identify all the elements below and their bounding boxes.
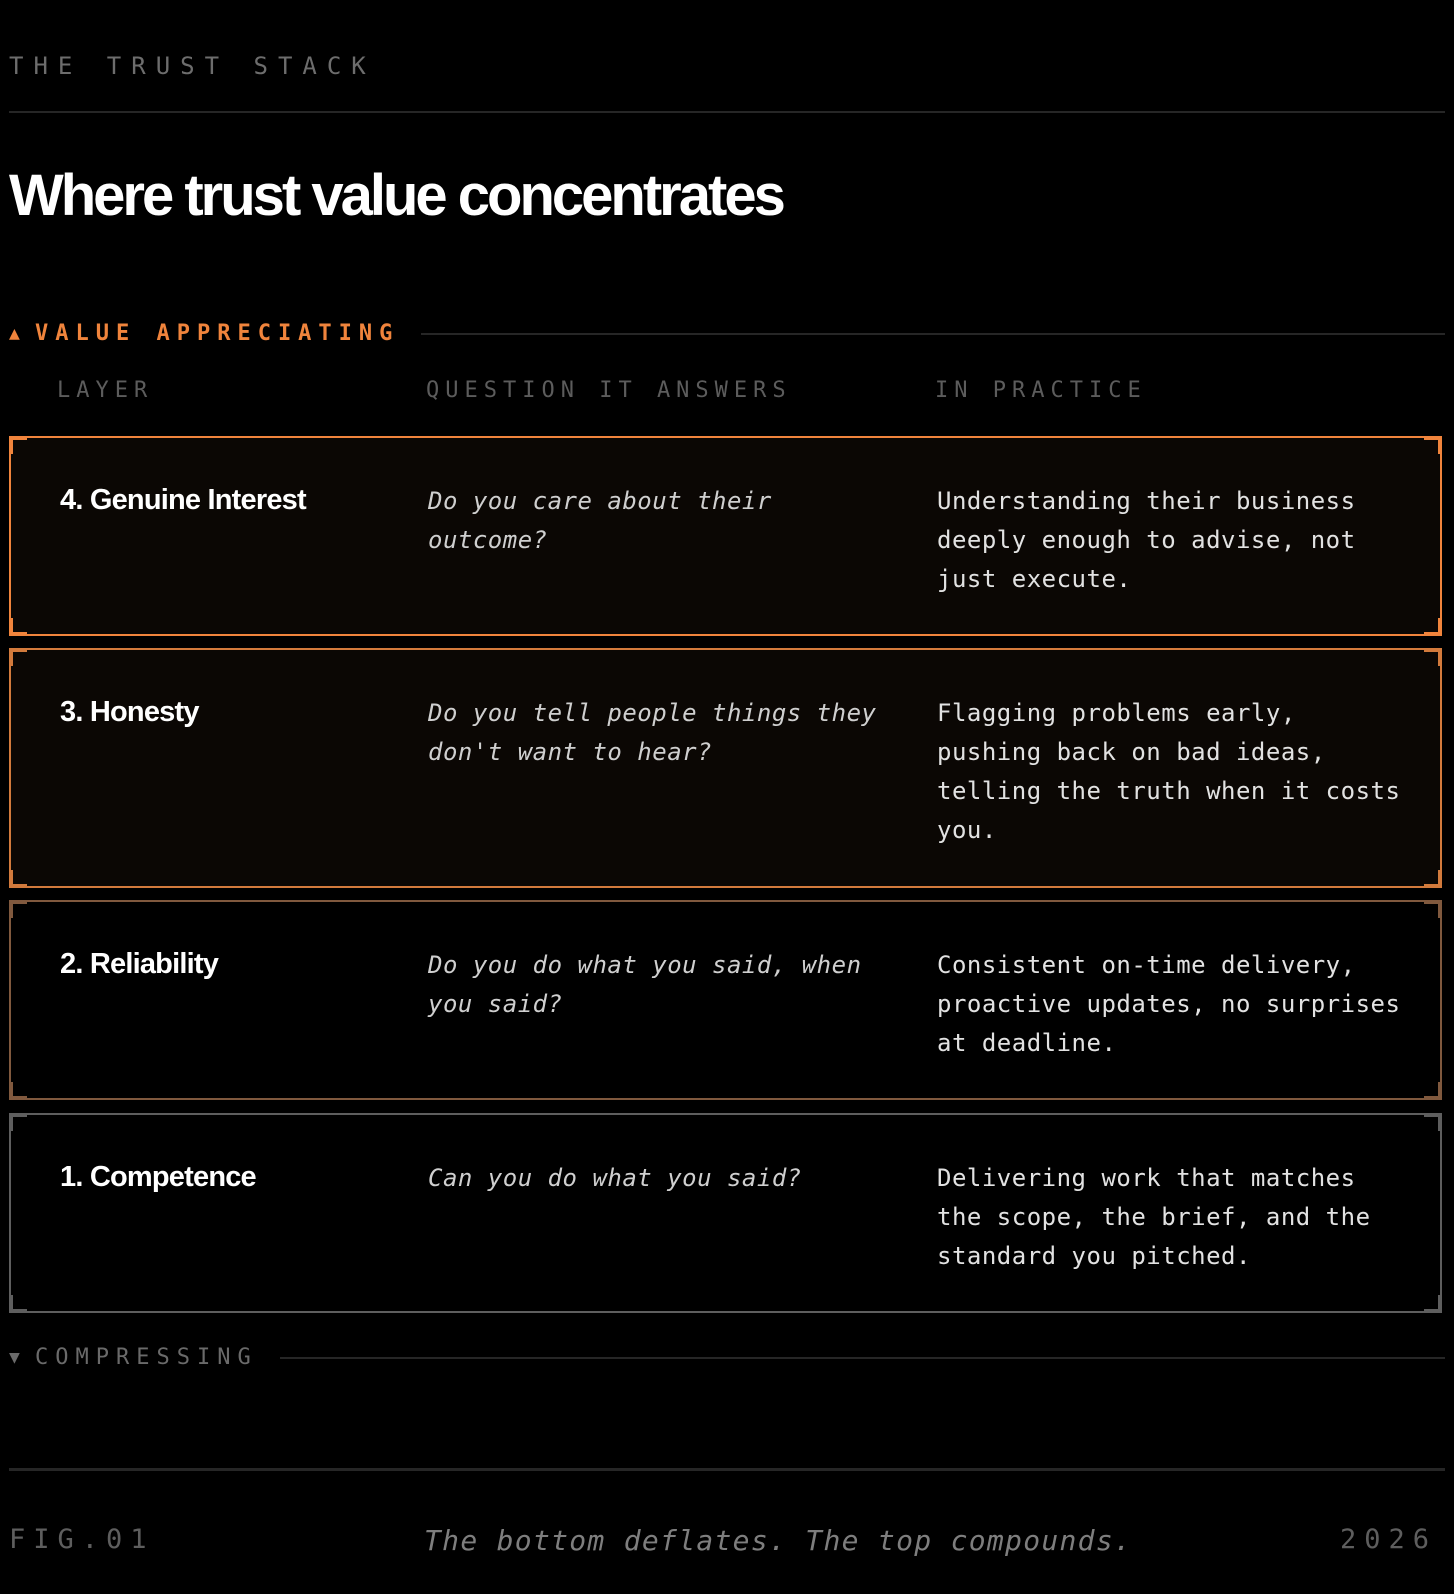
corner-bracket <box>9 1113 27 1131</box>
page-title: Where trust value concentrates <box>9 163 783 228</box>
footer <box>0 1524 1454 1564</box>
corner-bracket <box>1424 648 1442 666</box>
corner-bracket <box>1424 1295 1442 1313</box>
layer-name: 3. Honesty <box>60 696 199 728</box>
layer-practice: Understanding their business deeply enough to advise, not just execute. <box>937 487 1356 593</box>
value-appreciating-divider <box>9 321 1445 346</box>
layer-name: 2. Reliability <box>60 948 219 980</box>
corner-bracket <box>1424 1113 1442 1131</box>
corner-bracket <box>9 1082 27 1100</box>
layer-question: Do you do what you said, when you said? <box>428 951 862 1018</box>
corner-bracket <box>1424 618 1442 636</box>
corner-bracket <box>9 618 27 636</box>
column-header-question: QUESTION IT ANSWERS <box>426 378 792 403</box>
triangle-down-icon: ▼ <box>9 1347 20 1368</box>
corner-bracket <box>1424 870 1442 888</box>
layer-name: 4. Genuine Interest <box>60 484 306 516</box>
footer-year: 2026 <box>1339 1524 1437 1555</box>
column-header-layer: LAYER <box>57 378 154 403</box>
layer-question: Do you care about their outcome? <box>428 487 772 554</box>
corner-bracket <box>9 900 27 918</box>
divider-line <box>280 1357 1445 1359</box>
corner-bracket <box>1424 1082 1442 1100</box>
layer-card-genuine-interest <box>9 436 1442 636</box>
corner-bracket <box>9 870 27 888</box>
top-divider <box>9 111 1445 113</box>
layer-name: 1. Competence <box>60 1161 256 1193</box>
value-appreciating-label: VALUE APPRECIATING <box>35 321 400 346</box>
layer-question: Can you do what you said? <box>428 1164 802 1192</box>
eyebrow-label: THE TRUST STACK <box>9 52 376 80</box>
corner-bracket <box>9 648 27 666</box>
corner-bracket <box>9 1295 27 1313</box>
compressing-label: COMPRESSING <box>35 1345 258 1370</box>
layer-card-reliability <box>9 900 1442 1100</box>
triangle-up-icon: ▲ <box>9 323 20 344</box>
corner-bracket <box>1424 900 1442 918</box>
layer-question: Do you tell people things they don't want to hear? <box>428 699 877 766</box>
figure-caption: The bottom deflates. The top compounds. <box>424 1524 1133 1557</box>
layer-card-competence <box>9 1113 1442 1313</box>
layer-practice: Consistent on-time delivery, proactive updates, no surprises at deadline. <box>937 951 1401 1057</box>
layer-card-honesty <box>9 648 1442 888</box>
layer-practice: Flagging problems early, pushing back on bad ideas, telling the truth when it costs you. <box>937 699 1401 844</box>
corner-bracket <box>1424 436 1442 454</box>
figure-number: FIG.01 <box>9 1524 155 1555</box>
compressing-divider <box>9 1345 1445 1370</box>
column-header-practice: IN PRACTICE <box>935 378 1147 403</box>
bottom-divider <box>9 1468 1445 1471</box>
layer-practice: Delivering work that matches the scope, the brief, and the standard you pitched. <box>937 1164 1371 1270</box>
corner-bracket <box>9 436 27 454</box>
divider-line <box>421 333 1445 335</box>
